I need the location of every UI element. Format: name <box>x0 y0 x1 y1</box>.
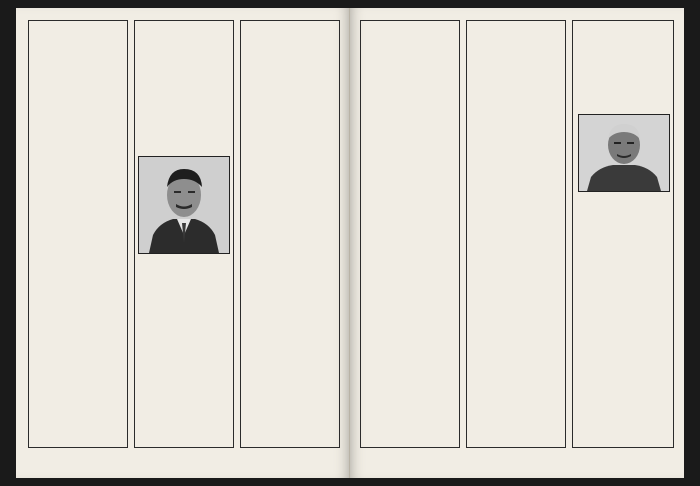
portrait-photo <box>138 156 230 254</box>
left-page-column-3 <box>240 20 340 448</box>
right-page-column-1 <box>360 20 460 448</box>
left-page-column-1 <box>28 20 128 448</box>
right-page <box>350 8 684 478</box>
portrait-photo <box>578 114 670 192</box>
right-page-column-3 <box>572 20 674 448</box>
magazine-spread <box>16 8 684 478</box>
man-portrait-icon <box>579 115 669 191</box>
right-page-column-2 <box>466 20 566 448</box>
left-page <box>16 8 350 478</box>
man-portrait-icon <box>139 157 229 253</box>
